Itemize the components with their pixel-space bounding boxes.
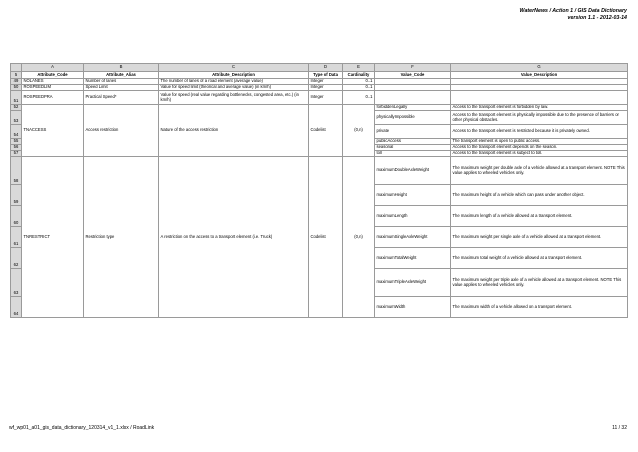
column-letter: C [159, 64, 309, 72]
row-number: 5 [11, 72, 22, 79]
table-row [11, 157, 628, 185]
column-letter: E [343, 64, 375, 72]
cell: Number of lanes [84, 79, 159, 85]
column-letter: F [375, 64, 451, 72]
row-number: 64 [11, 297, 22, 318]
table-row [11, 91, 628, 105]
row-number: 49 [11, 79, 22, 85]
row-number: 56 [11, 145, 22, 151]
row-number: 50 [11, 85, 22, 91]
row-number: 62 [11, 248, 22, 269]
column-letter: A [22, 64, 84, 72]
row-number: 63 [11, 269, 22, 297]
value-code-cell: maximumHeight [375, 185, 451, 206]
cell [375, 91, 451, 105]
header-row [11, 72, 628, 79]
header-cell: Type of Data [309, 72, 343, 79]
value-description-cell: Access to the transport element is subject to toll. [451, 151, 628, 157]
row-number: 60 [11, 206, 22, 227]
value-code-cell: maximumTripleAxleWeight [375, 269, 451, 297]
value-description-cell: The transport element is open to public access. [451, 139, 628, 145]
column-letter: B [84, 64, 159, 72]
document-header [520, 8, 627, 22]
row-number: 61 [11, 227, 22, 248]
cell: The number of lanes of a road element (average value) [159, 79, 309, 85]
value-description-cell: Access to the transport element is forbidden by law. [451, 105, 628, 111]
row-number: 52 [11, 105, 22, 111]
value-description-cell: The maximum height of a vehicle which can pass under another object. [451, 185, 628, 206]
value-description-cell: Access to the transport element is physically impossible due to the presence of barriers or other physical obstacles. [451, 111, 628, 125]
value-code-cell: maximumTotalWeight [375, 248, 451, 269]
value-description-cell: The maximum weight per single axle of a vehicle allowed at a transport element. [451, 227, 628, 248]
column-letter: G [451, 64, 628, 72]
value-code-cell: maximumDoubleAxleWeight [375, 157, 451, 185]
row-number: 58 [11, 157, 22, 185]
page-footer [9, 425, 627, 431]
cardinality-cell: (0,n) [343, 157, 375, 318]
value-description-cell: The maximum weight per double axle of a vehicle allowed at a transport element. NOTE This value applies to wheeled vehicles only. [451, 157, 628, 185]
footer-page-number: 11 / 32 [612, 425, 627, 431]
row-number: 59 [11, 185, 22, 206]
header-cell: Value_Code [375, 72, 451, 79]
column-letter: D [309, 64, 343, 72]
header-cell: Attribute_Code [22, 72, 84, 79]
cell: Practical Speed* [84, 91, 159, 105]
cell: 0..1 [343, 79, 375, 85]
row-number: 55 [11, 139, 22, 145]
value-description-cell: The maximum length of a vehicle allowed at a transport element. [451, 206, 628, 227]
row-number: 54 [11, 125, 22, 139]
attribute-code-cell: TNACCESS [22, 105, 84, 157]
cell: ROSPEEDLIM [22, 85, 84, 91]
type-of-data-cell: Codelist [309, 105, 343, 157]
header-cell: Cardinality [343, 72, 375, 79]
value-code-cell: private [375, 125, 451, 139]
cell: Value for speed (real value regarding bottlenecks, congested area, etc.) (in km/h) [159, 91, 309, 105]
cell: Integer [309, 79, 343, 85]
header-cell: Attribute_Alias [84, 72, 159, 79]
cell: Speed Limit [84, 85, 159, 91]
attribute-alias-cell: Access restriction [84, 105, 159, 157]
value-description-cell: The maximum total weight of a vehicle allowed at a transport element. [451, 248, 628, 269]
value-description-cell: The maximum width of a vehicle allowed on a transport element. [451, 297, 628, 318]
value-code-cell: maximumLength [375, 206, 451, 227]
corner-cell [11, 64, 22, 72]
header-cell: Value_Description [451, 72, 628, 79]
data-dictionary-table [10, 63, 628, 318]
attribute-code-cell: TNRESTRICT [22, 157, 84, 318]
column-letter-row [11, 64, 628, 72]
footer-filename: wf_wp01_a01_gis_data_dictionary_120314_v1_1.xlsx / RoadLink [9, 425, 155, 431]
row-number: 57 [11, 151, 22, 157]
attribute-description-cell: A restriction on the access to a transport element (i.e. Truck) [159, 157, 309, 318]
value-description-cell: Access to the transport element is restricted because it is privately owned. [451, 125, 628, 139]
row-number: 53 [11, 111, 22, 125]
attribute-description-cell: Nature of the access restriction [159, 105, 309, 157]
type-of-data-cell: Codelist [309, 157, 343, 318]
header-title: WaterNews / Action 1 / GIS Data Dictionary [519, 8, 627, 14]
value-code-cell: toll [375, 151, 451, 157]
cell: 0..1 [343, 85, 375, 91]
value-code-cell: seasonal [375, 145, 451, 151]
row-number: 51 [11, 91, 22, 105]
cell [451, 91, 628, 105]
table-row [11, 105, 628, 111]
cell: Integer [309, 85, 343, 91]
cell: Value for speed limit (theorical and average value) (in km/h) [159, 85, 309, 91]
cell: NOLANES [22, 79, 84, 85]
cell: ROSPEEDPRA [22, 91, 84, 105]
header-version: version 1.1 - 2012-03-14 [567, 15, 627, 21]
value-code-cell: publicAccess [375, 139, 451, 145]
value-code-cell: forbiddenLegally [375, 105, 451, 111]
attribute-alias-cell: Restriction type [84, 157, 159, 318]
value-code-cell: maximumSingleAxleWeight [375, 227, 451, 248]
cardinality-cell: (0,n) [343, 105, 375, 157]
value-description-cell: The maximum weight per triple axle of a vehicle allowed at a transport element. NOTE This value applies to wheeled vehicles only. [451, 269, 628, 297]
value-code-cell: maximumWidth [375, 297, 451, 318]
value-code-cell: physicallyImpossible [375, 111, 451, 125]
header-cell: Attribute_Description [159, 72, 309, 79]
cell: Integer [309, 91, 343, 105]
cell: 0..1 [343, 91, 375, 105]
value-description-cell: Access to the transport element depends on the season. [451, 145, 628, 151]
